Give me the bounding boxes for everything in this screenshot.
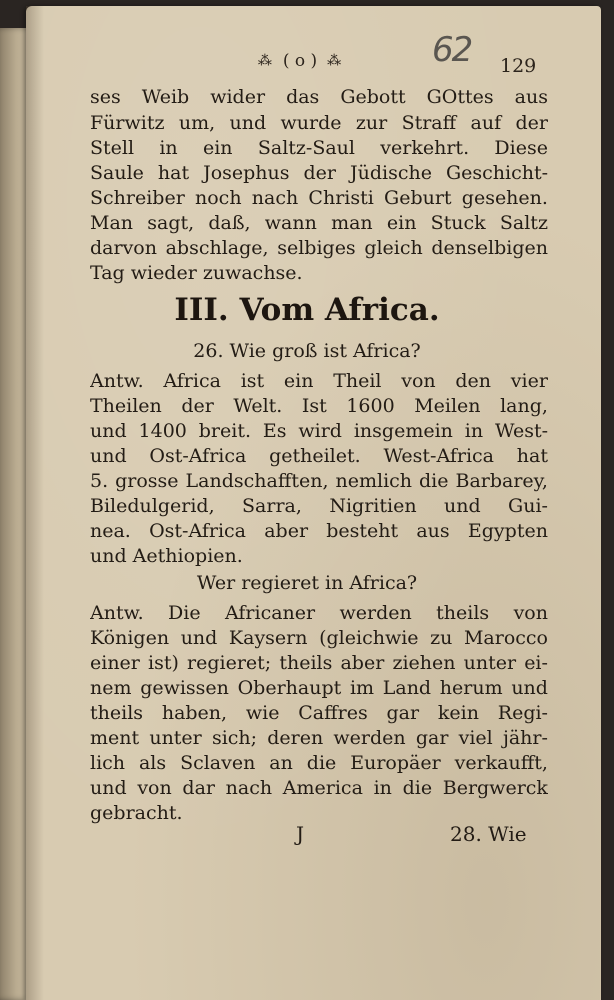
text-line: und 1400 breit. Es wird insgemein in West- bbox=[90, 420, 548, 442]
text-line: theils haben, wie Caffres gar kein Regi- bbox=[90, 702, 548, 724]
text-line: Tag wieder zuwachse. bbox=[90, 262, 303, 284]
running-header bbox=[200, 48, 400, 74]
text-line: Antw. Africa ist ein Theil von den vier bbox=[90, 370, 548, 392]
text-line: Königen und Kaysern (gleichwie zu Marocco bbox=[90, 627, 548, 649]
text-line: Stell in ein Saltz-Saul verkehrt. Diese bbox=[90, 137, 548, 159]
text-line: nem gewissen Oberhaupt im Land herum und bbox=[90, 677, 548, 699]
text-line: und Ost-Africa getheilet. West-Africa hat bbox=[90, 445, 548, 467]
header-center: ( o ) bbox=[282, 51, 318, 71]
text-line: Saule hat Josephus der Jüdische Geschicht- bbox=[90, 162, 548, 184]
text-line: Biledulgerid, Sarra, Nigritien und Gui- bbox=[90, 495, 548, 517]
text-line: und von dar nach America in die Bergwerck bbox=[90, 777, 548, 799]
text-line: einer ist) regieret; theils aber ziehen unter ei- bbox=[90, 652, 548, 674]
text-line: 5. grosse Landschafften, nemlich die Barbarey, bbox=[90, 470, 548, 492]
page-number: 129 bbox=[500, 55, 537, 77]
question-heading: Wer regieret in Africa? bbox=[196, 572, 418, 594]
text-line: ses Weib wider das Gebott GOttes aus bbox=[90, 86, 548, 108]
question-heading: 26. Wie groß ist Africa? bbox=[193, 340, 421, 362]
section-title: III. Vom Africa. bbox=[174, 292, 440, 328]
text-line: lich als Sclaven an die Europäer verkaufft, bbox=[90, 752, 548, 774]
handwritten-page-note: 62 bbox=[432, 30, 472, 70]
text-line: Theilen der Welt. Ist 1600 Meilen lang, bbox=[90, 395, 548, 417]
signature-mark: J bbox=[296, 822, 305, 846]
text-line: und Aethiopien. bbox=[90, 545, 243, 567]
text-line: ment unter sich; deren werden gar viel jähr- bbox=[90, 727, 548, 749]
catchword: 28. Wie bbox=[450, 822, 527, 846]
text-line: Antw. Die Africaner werden theils von bbox=[90, 602, 548, 624]
text-line: Fürwitz um, und wurde zur Straff auf der bbox=[90, 112, 548, 134]
ornament-left: ⁂ bbox=[257, 53, 273, 69]
ornament-right: ⁂ bbox=[327, 53, 343, 69]
text-line: Man sagt, daß, wann man ein Stuck Saltz bbox=[90, 212, 548, 234]
text-line: darvon abschlage, selbiges gleich denselbigen bbox=[90, 237, 548, 259]
text-line: nea. Ost-Africa aber besteht aus Egypten bbox=[90, 520, 548, 542]
text-line: gebracht. bbox=[90, 802, 183, 824]
text-line: Schreiber noch nach Christi Geburt gesehen. bbox=[90, 187, 548, 209]
